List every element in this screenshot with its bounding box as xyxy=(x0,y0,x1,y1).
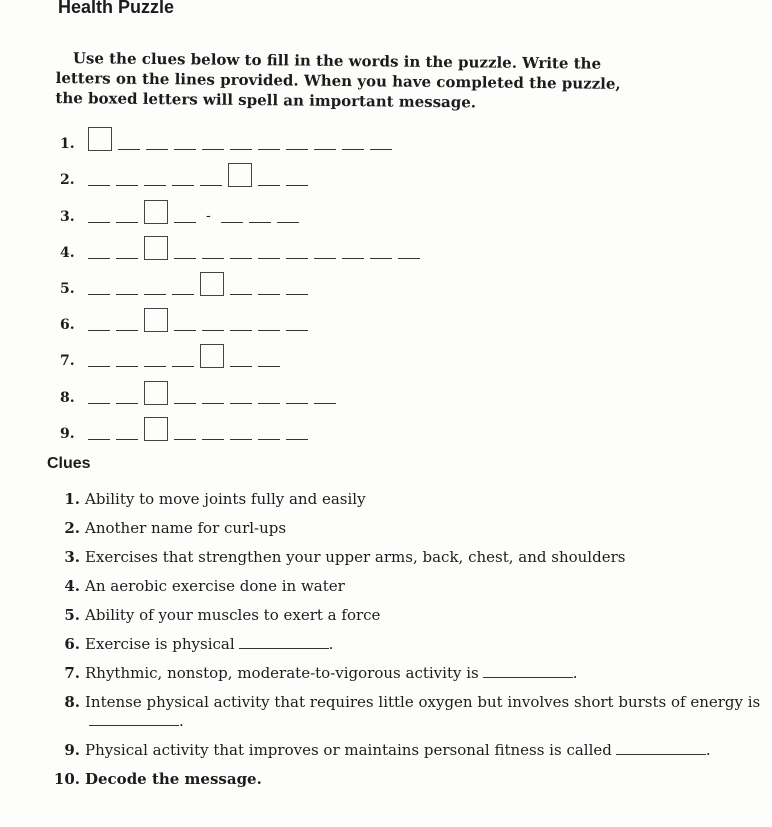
letter-blank[interactable] xyxy=(342,257,364,259)
letter-blank[interactable] xyxy=(202,402,224,404)
clue-text: Exercise is physical . xyxy=(85,635,334,653)
letter-blank[interactable] xyxy=(370,257,392,259)
puzzle-row-number: 3. xyxy=(60,208,75,225)
clue-item xyxy=(50,490,770,509)
letter-blank[interactable] xyxy=(258,257,280,259)
letter-blank[interactable] xyxy=(221,221,243,223)
letter-blank[interactable] xyxy=(144,365,166,367)
clue-text: Ability of your muscles to exert a force xyxy=(85,606,381,624)
clue-item xyxy=(50,519,770,538)
letter-blank[interactable] xyxy=(88,438,110,440)
letter-blank[interactable] xyxy=(286,438,308,440)
puzzle-row-number: 6. xyxy=(60,317,75,334)
letter-blank[interactable] xyxy=(258,293,280,295)
puzzle-row xyxy=(60,299,426,335)
letter-blank[interactable] xyxy=(88,184,110,186)
boxed-letter[interactable] xyxy=(144,417,168,441)
letter-blank[interactable] xyxy=(172,365,194,367)
letter-blank[interactable] xyxy=(286,184,308,186)
clue-number: 1. xyxy=(64,490,80,508)
letter-blank[interactable] xyxy=(230,438,252,440)
clue-text: Rhythmic, nonstop, moderate-to-vigorous activity is . xyxy=(85,664,578,682)
letter-blank[interactable] xyxy=(398,257,420,259)
clue-item xyxy=(50,635,770,654)
clue-number: 5. xyxy=(64,606,80,624)
puzzle-row-number: 7. xyxy=(60,353,75,370)
puzzle-row-number: 8. xyxy=(60,389,75,406)
clue-item xyxy=(50,606,770,625)
boxed-letter[interactable] xyxy=(144,308,168,332)
puzzle-row xyxy=(60,154,426,190)
hyphen: - xyxy=(206,207,211,224)
puzzle-row xyxy=(60,190,426,226)
letter-blank[interactable] xyxy=(314,257,336,259)
letter-blank[interactable] xyxy=(116,257,138,259)
letter-blank[interactable] xyxy=(202,257,224,259)
answer-blank[interactable] xyxy=(483,677,573,678)
letter-blank[interactable] xyxy=(314,148,336,150)
clue-item xyxy=(50,741,770,760)
letter-blank[interactable] xyxy=(172,184,194,186)
letter-blank[interactable] xyxy=(258,329,280,331)
letter-blank[interactable] xyxy=(249,221,271,223)
letter-blank[interactable] xyxy=(230,365,252,367)
puzzle-row xyxy=(60,335,426,371)
clue-number: 8. xyxy=(64,693,80,711)
answer-blank[interactable] xyxy=(616,754,706,755)
clue-text: Exercises that strengthen your upper arms, back, chest, and shoulders xyxy=(85,548,626,566)
letter-blank[interactable] xyxy=(230,329,252,331)
boxed-letter[interactable] xyxy=(228,163,252,187)
letter-blank[interactable] xyxy=(258,148,280,150)
puzzle-row-number: 2. xyxy=(60,172,75,189)
clue-item xyxy=(50,548,770,567)
boxed-letter[interactable] xyxy=(200,272,224,296)
letter-blank[interactable] xyxy=(200,184,222,186)
letter-blank[interactable] xyxy=(314,402,336,404)
clue-number: 4. xyxy=(64,577,80,595)
letter-blank[interactable] xyxy=(116,329,138,331)
letter-blank[interactable] xyxy=(258,184,280,186)
letter-blank[interactable] xyxy=(172,293,194,295)
clue-item xyxy=(50,770,770,789)
letter-blank[interactable] xyxy=(144,293,166,295)
puzzle-row xyxy=(60,118,426,154)
puzzle-row-number: 5. xyxy=(60,280,75,297)
letter-blank[interactable] xyxy=(230,257,252,259)
puzzle-grid xyxy=(60,118,426,444)
letter-blank[interactable] xyxy=(88,221,110,223)
boxed-letter[interactable] xyxy=(200,344,224,368)
letter-blank[interactable] xyxy=(258,438,280,440)
letter-blank[interactable] xyxy=(202,148,224,150)
letter-blank[interactable] xyxy=(370,148,392,150)
letter-blank[interactable] xyxy=(144,184,166,186)
clue-text: An aerobic exercise done in water xyxy=(85,577,345,595)
letter-blank[interactable] xyxy=(230,148,252,150)
clue-number: 7. xyxy=(64,664,80,682)
letter-blank[interactable] xyxy=(116,365,138,367)
clue-text: Decode the message. xyxy=(85,770,262,788)
letter-blank[interactable] xyxy=(174,329,196,331)
letter-blank[interactable] xyxy=(88,329,110,331)
letter-blank[interactable] xyxy=(88,365,110,367)
letter-blank[interactable] xyxy=(174,221,196,223)
clue-item xyxy=(50,693,770,731)
clue-number: 3. xyxy=(64,548,80,566)
answer-blank[interactable] xyxy=(89,725,179,726)
letter-blank[interactable] xyxy=(277,221,299,223)
puzzle-row xyxy=(60,371,426,407)
letter-blank[interactable] xyxy=(286,148,308,150)
letter-blank[interactable] xyxy=(88,402,110,404)
letter-blank[interactable] xyxy=(258,402,280,404)
letter-blank[interactable] xyxy=(230,293,252,295)
clue-number: 10. xyxy=(53,770,80,788)
letter-blank[interactable] xyxy=(174,148,196,150)
letter-blank[interactable] xyxy=(118,148,140,150)
page-title: Health Puzzle xyxy=(58,0,175,17)
letter-blank[interactable] xyxy=(174,402,196,404)
boxed-letter[interactable] xyxy=(144,381,168,405)
letter-blank[interactable] xyxy=(88,257,110,259)
letter-blank[interactable] xyxy=(202,329,224,331)
letter-blank[interactable] xyxy=(174,257,196,259)
clue-text: Physical activity that improves or maintains personal fitness is called . xyxy=(85,741,711,759)
letter-blank[interactable] xyxy=(286,293,308,295)
puzzle-row xyxy=(60,263,426,299)
boxed-letter[interactable] xyxy=(88,127,112,151)
letter-blank[interactable] xyxy=(116,402,138,404)
letter-blank[interactable] xyxy=(286,257,308,259)
clue-text: Another name for curl-ups xyxy=(85,519,287,537)
letter-blank[interactable] xyxy=(116,438,138,440)
clue-item xyxy=(50,664,770,683)
clue-number: 9. xyxy=(64,741,80,759)
clue-item xyxy=(50,577,770,596)
puzzle-row xyxy=(60,408,426,444)
boxed-letter[interactable] xyxy=(144,200,168,224)
letter-blank[interactable] xyxy=(116,221,138,223)
puzzle-row xyxy=(60,227,426,263)
letter-blank[interactable] xyxy=(230,402,252,404)
instructions: Use the clues below to fill in the words in the puzzle. Write the letters on the lines provided. When you have completed the puzzle, the boxed letters will spell an important message. xyxy=(55,49,621,112)
clue-text: Ability to move joints fully and easily xyxy=(85,490,366,508)
letter-blank[interactable] xyxy=(258,365,280,367)
boxed-letter[interactable] xyxy=(144,236,168,260)
letter-blank[interactable] xyxy=(174,438,196,440)
clue-number: 6. xyxy=(64,635,80,653)
clues-heading: Clues xyxy=(47,455,91,472)
letter-blank[interactable] xyxy=(286,402,308,404)
letter-blank[interactable] xyxy=(146,148,168,150)
clue-text: Intense physical activity that requires little oxygen but involves short bursts of energy is. xyxy=(85,693,761,730)
puzzle-row-number: 9. xyxy=(60,425,75,442)
clues-list xyxy=(50,490,770,799)
answer-blank[interactable] xyxy=(239,648,329,649)
puzzle-row-number: 4. xyxy=(60,244,75,261)
letter-blank[interactable] xyxy=(286,329,308,331)
clue-number: 2. xyxy=(64,519,80,537)
puzzle-row-number: 1. xyxy=(60,136,75,153)
letter-blank[interactable] xyxy=(202,438,224,440)
letter-blank[interactable] xyxy=(88,293,110,295)
letter-blank[interactable] xyxy=(116,184,138,186)
letter-blank[interactable] xyxy=(116,293,138,295)
letter-blank[interactable] xyxy=(342,148,364,150)
